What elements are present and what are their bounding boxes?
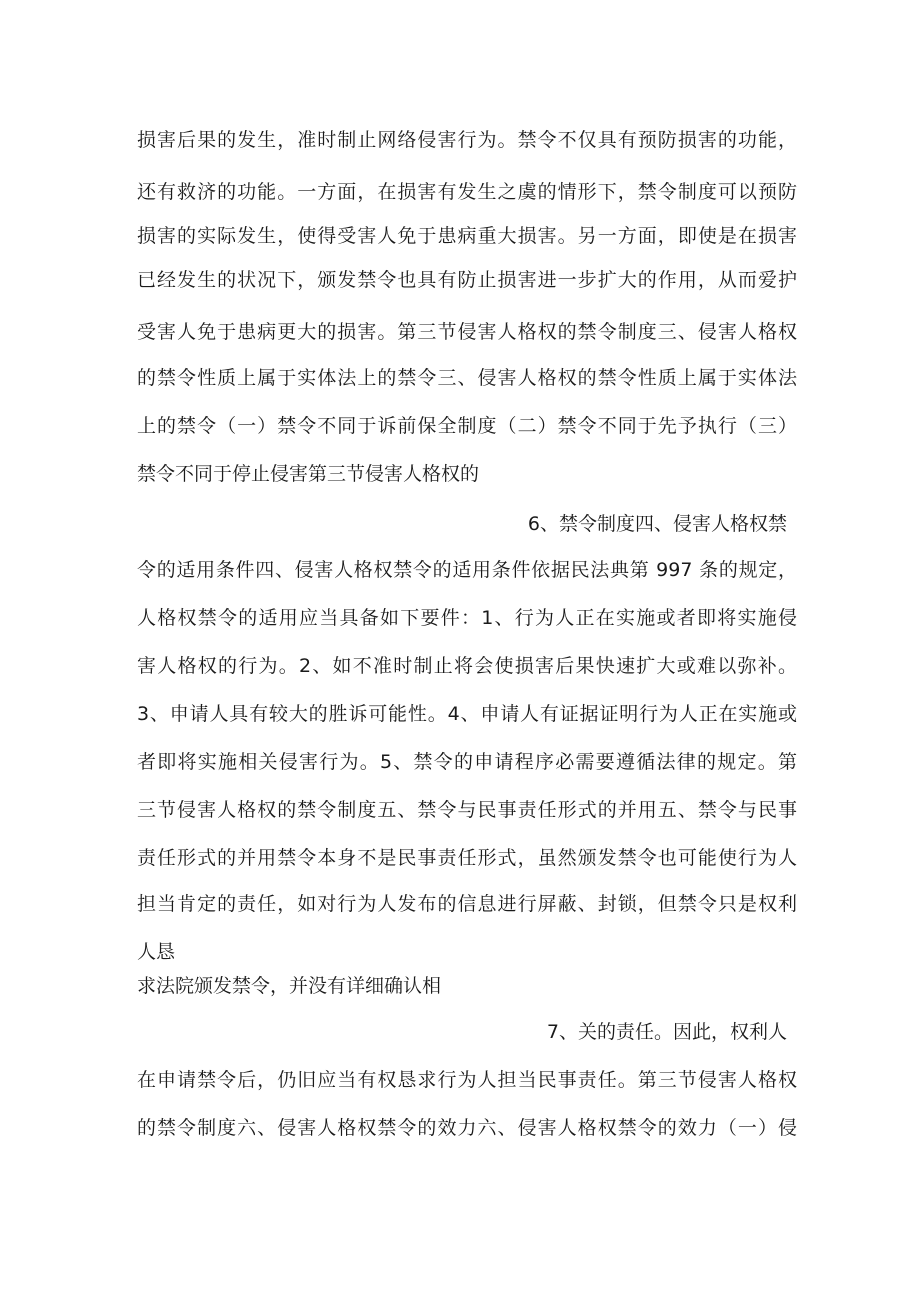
text-line-18: 求法院颁发禁令，并没有详细确认相 xyxy=(137,975,442,997)
text-line-7: 上的禁令（一）禁令不同于诉前保全制度（二）禁令不同于先予执行（三） xyxy=(137,415,797,437)
text-line-3: 损害的实际发生，使得受害人免于患病重大损害。另一方面，即使是在损害 xyxy=(137,225,797,247)
text-line-9: 令的适用条件四、侵害人格权禁令的适用条件依据民法典第 997 条的规定， xyxy=(137,559,797,581)
text-line-10: 人格权禁令的适用应当具备如下要件：1、行为人正在实施或者即将实施侵 xyxy=(137,607,797,629)
text-line-5: 受害人免于患病更大的损害。第三节侵害人格权的禁令制度三、侵害人格权 xyxy=(137,321,797,343)
text-line-8: 禁令不同于停止侵害第三节侵害人格权的 xyxy=(137,463,480,485)
text-line-14: 三节侵害人格权的禁令制度五、禁令与民事责任形式的并用五、禁令与民事 xyxy=(137,799,797,821)
section-heading-7: 7、关的责任。因此，权利人 xyxy=(546,1021,787,1043)
text-line-2: 还有救济的功能。一方面，在损害有发生之虞的情形下，禁令制度可以预防 xyxy=(137,181,797,203)
text-line-20: 的禁令制度六、侵害人格权禁令的效力六、侵害人格权禁令的效力（一）侵 xyxy=(137,1117,797,1139)
text-line-12: 3、申请人具有较大的胜诉可能性。4、申请人有证据证明行为人正在实施或 xyxy=(137,703,797,725)
text-line-1: 损害后果的发生，准时制止网络侵害行为。禁令不仅具有预防损害的功能， xyxy=(137,129,797,151)
text-line-17: 人恳 xyxy=(137,941,176,963)
text-line-4: 已经发生的状况下，颁发禁令也具有防止损害进一步扩大的作用，从而爱护 xyxy=(137,269,797,291)
text-line-19: 在申请禁令后，仍旧应当有权恳求行为人担当民事责任。第三节侵害人格权 xyxy=(137,1069,797,1091)
text-line-6: 的禁令性质上属于实体法上的禁令三、侵害人格权的禁令性质上属于实体法 xyxy=(137,367,797,389)
text-line-15: 责任形式的并用禁令本身不是民事责任形式，虽然颁发禁令也可能使行为人 xyxy=(137,847,797,869)
text-line-11: 害人格权的行为。2、如不准时制止将会使损害后果快速扩大或难以弥补。 xyxy=(137,655,797,677)
section-heading-6: 6、禁令制度四、侵害人格权禁 xyxy=(527,513,787,535)
text-line-16: 担当肯定的责任，如对行为人发布的信息进行屏蔽、封锁，但禁令只是权利 xyxy=(137,893,797,915)
text-line-13: 者即将实施相关侵害行为。5、禁令的申请程序必需要遵循法律的规定。第 xyxy=(137,751,797,773)
